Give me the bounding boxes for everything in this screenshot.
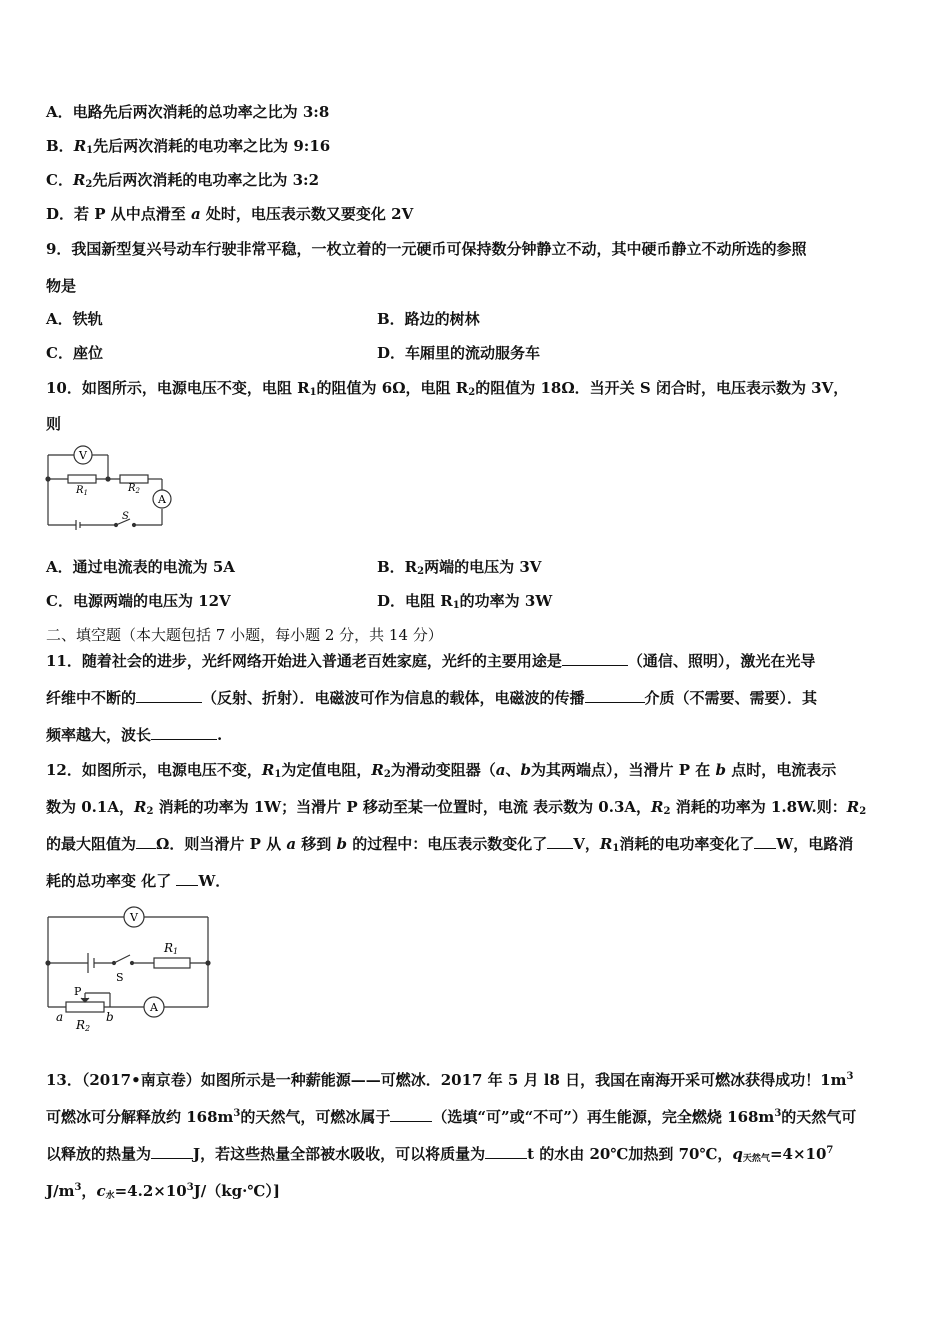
r2-label: R2 <box>76 1018 91 1033</box>
r1-label: $R_1$ <box>76 485 88 497</box>
q9-option-d: D．车厢里的流动服务车 <box>377 344 541 362</box>
q13-line4: $J/m^3$，$c_水=4.2\times 10^3J/(kg\cdot℃)$] <box>46 1182 280 1201</box>
r2-label: $R_2$ <box>128 483 140 495</box>
q10-option-b: B．$R_2$两端的电压为 3V <box>377 558 542 577</box>
r1-label: R1 <box>164 941 179 956</box>
q9-stem-line1: 9．我国新型复兴号动车行驶非常平稳，一枚立着的一元硬币可保持数分钟静立不动，其中硬币静立不动所选的参照 <box>46 240 807 258</box>
q10-stem-line2: 则 <box>46 415 62 433</box>
ammeter-label: A <box>150 1001 158 1014</box>
q9-option-a: A．铁轨 <box>46 310 103 328</box>
q11-line3: 频率越大，波长 . <box>46 726 223 744</box>
q13-line1: 13．（2017•南京卷）如图所示是一种薪能源——可燃冰．2017 年 5 月 l8 日，我国在南海开采可燃冰获得成功！$1m^3$ <box>46 1071 854 1089</box>
q13-line3: 以释放的热量为 J，若这些热量全部被水吸收，可以将质量为 t 的水由 20℃加热到 70℃，$q_{天然气}=4\times 10^7$ <box>46 1145 834 1164</box>
q10-stem-line1: 10．如图所示，电源电压不变，电阻 $R_1$的阻值为 6Ω，电阻 $R_2$的阻值为 18Ω．当开关 S 闭合时，电压表示数为 3V， <box>46 379 849 398</box>
q12-circuit-diagram <box>44 905 216 1035</box>
slider-label: P <box>74 985 82 998</box>
section-heading: 二、填空题（本大题包括 7 小题，每小题 2 分，共 14 分） <box>46 626 443 644</box>
end-a-label: a <box>56 1010 64 1024</box>
q10-option-c: C．电源两端的电压为 12V <box>46 592 231 610</box>
switch-label: S <box>116 971 124 984</box>
switch-label: S <box>122 511 129 522</box>
q9-option-b: B．路边的树林 <box>377 310 480 328</box>
q8-option-a: A．电路先后两次消耗的总功率之比为 3:8 <box>46 103 330 121</box>
voltmeter-label: V <box>130 911 138 924</box>
q10-circuit-diagram <box>44 443 174 533</box>
q11-line2: 纤维中不断的 （反射、折射）．电磁波可作为信息的载体，电磁波的传播 介质（不需要、需要）．其 <box>46 689 818 707</box>
q12-line3: 的最大阻值为 Ω．则当滑片 P 从 a 移到 b 的过程中：电压表示数变化了 V，$R_1$消耗的电功率变化了 W，电路消 <box>46 835 854 854</box>
q11-line1: 11．随着社会的进步，光纤网络开始进入普通老百姓家庭，光纤的主要用途是 （通信、照明），激光在光导 <box>46 652 816 670</box>
q13-line2: 可燃冰可分解释放约 $168m^3$的天然气，可燃冰属于 （选填“可”或“不可”）再生能源，完全燃烧 $168m^3$的天然气可 <box>46 1108 857 1126</box>
q10-option-d: D．电阻 $R_1$的功率为 3W <box>377 592 553 611</box>
ammeter-label: A <box>158 493 166 506</box>
q12-line2: 数为 0.1A，$R_2$ 消耗的功率为 1W；当滑片 P 移动至某一位置时，电流 表示数为 0.3A，$R_2$ 消耗的功率为 1.8W.则：$R_2$ <box>46 798 867 817</box>
q8-option-d: D．若 P 从中点滑至 a 处时，电压表示数又要变化 2V <box>46 205 414 223</box>
q8-option-c: C．$R_2$先后两次消耗的电功率之比为 3:2 <box>46 171 320 190</box>
q9-option-c: C．座位 <box>46 344 103 362</box>
q12-line4: 耗的总功率变 化了 W． <box>46 872 231 890</box>
end-b-label: b <box>106 1010 114 1024</box>
q10-option-a: A．通过电流表的电流为 5A <box>46 558 235 576</box>
q12-line1: 12．如图所示，电源电压不变，$R_1$为定值电阻，$R_2$为滑动变阻器（a、b为其两端点），当滑片 P 在 b 点时，电流表示 <box>46 761 837 780</box>
voltmeter-label: V <box>79 449 87 462</box>
q8-option-b: B．$R_1$先后两次消耗的电功率之比为 9:16 <box>46 137 331 156</box>
q9-stem-line2: 物是 <box>46 277 77 295</box>
